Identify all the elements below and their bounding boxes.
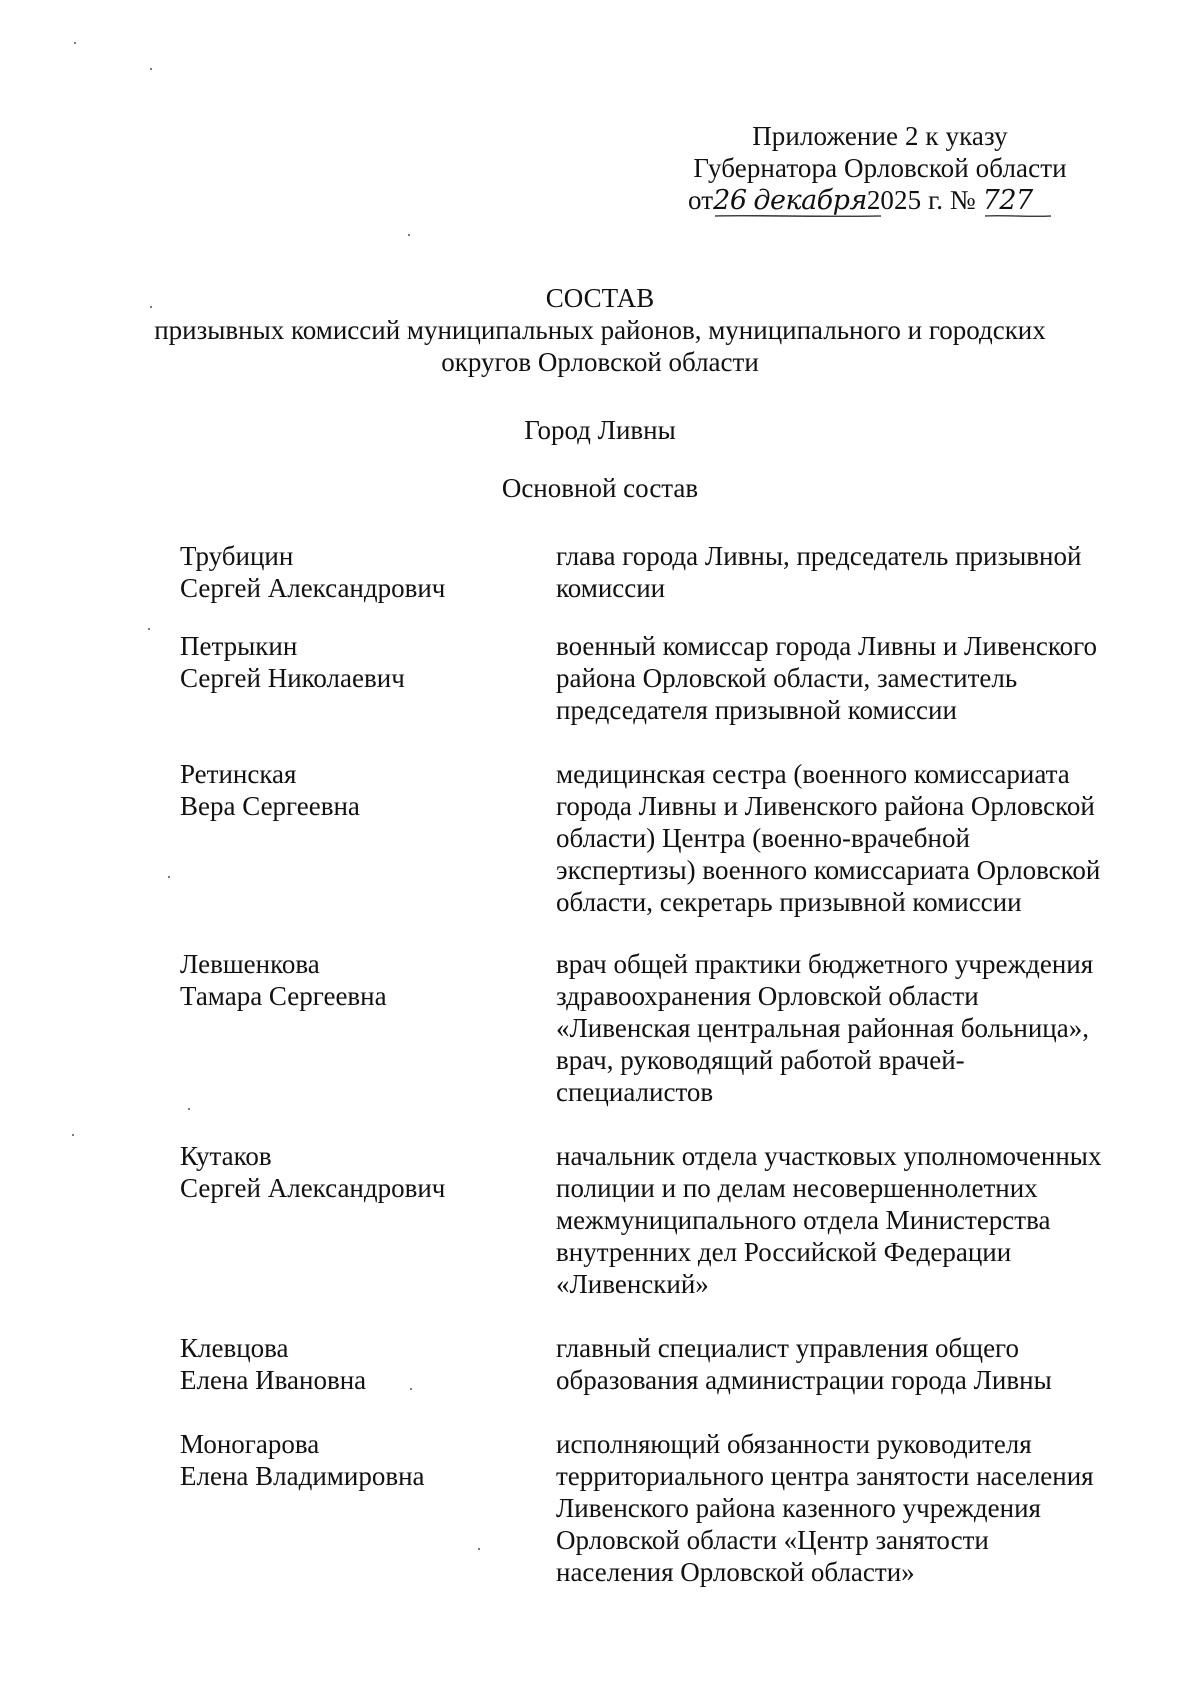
member-given-names: Сергей Александрович [180, 1173, 446, 1203]
section-composition: Основной состав [501, 473, 699, 503]
member-role [556, 1428, 1156, 1588]
member-surname: Петрыкин [180, 631, 298, 661]
member-name [180, 540, 540, 604]
number-underline [983, 213, 1053, 219]
date-month: декабря [753, 185, 867, 216]
scan-speck [148, 628, 150, 630]
date-day: 26 [713, 185, 747, 216]
role-line: внутренних дел Российской Федерации [556, 1237, 1012, 1267]
date-underline [713, 213, 883, 219]
role-line: военный комиссар города Ливны и Ливенского [556, 631, 1097, 661]
member-role [556, 948, 1156, 1108]
role-line: территориального центра занятости населения [556, 1461, 1094, 1491]
document-title: СОСТАВ [545, 283, 655, 313]
role-line: Орловской области «Центр занятости [556, 1525, 989, 1555]
scan-speck [150, 306, 152, 308]
member-role [556, 1332, 1156, 1396]
member-surname: Левшенкова [180, 949, 320, 979]
role-line: главный специалист управления общего [556, 1333, 1019, 1363]
member-name [180, 1332, 540, 1396]
member-given-names: Сергей Николаевич [180, 663, 405, 693]
role-line: области, секретарь призывной комиссии [556, 887, 1022, 917]
role-line: исполняющий обязанности руководителя [556, 1429, 1032, 1459]
scan-speck [410, 1388, 412, 1390]
appendix-date-line [688, 184, 1033, 217]
number-handwritten [983, 184, 1033, 217]
role-line: специалистов [556, 1077, 714, 1107]
member-role [556, 758, 1156, 918]
date-handwritten [713, 184, 867, 217]
role-line: медицинская сестра (военного комиссариата [556, 759, 1070, 789]
member-surname: Моногарова [180, 1429, 320, 1459]
doc-number: 727 [982, 185, 1033, 216]
document-subtitle-line-2: округов Орловской области [441, 347, 759, 377]
role-line: начальник отдела участковых уполномоченных [556, 1141, 1102, 1171]
role-line: города Ливны и Ливенского района Орловской [556, 791, 1095, 821]
role-line: полиции и по делам несовершеннолетних [556, 1173, 1038, 1203]
role-line: комиссии [556, 573, 666, 603]
section-city: Город Ливны [524, 415, 676, 445]
role-line: межмуниципального отдела Министерства [556, 1205, 1051, 1235]
member-given-names: Елена Ивановна [180, 1365, 367, 1395]
member-given-names: Тамара Сергеевна [180, 981, 387, 1011]
member-name [180, 948, 540, 1012]
role-line: образования администрации города Ливны [556, 1365, 1052, 1395]
appendix-line-2: Губернатора Орловской области [693, 153, 1067, 183]
document-subtitle-line-1: призывных комиссий муниципальных районов, муниципального и городских [154, 315, 1046, 345]
member-role [556, 630, 1156, 726]
role-line: экспертизы) военного комиссариата Орловской [556, 855, 1101, 885]
role-line: Ливенского района казенного учреждения [556, 1493, 1041, 1523]
role-line: здравоохранения Орловской области [556, 981, 979, 1011]
member-given-names: Сергей Александрович [180, 573, 446, 603]
role-line: «Ливенский» [556, 1269, 709, 1299]
member-surname: Трубицин [180, 541, 294, 571]
role-line: района Орловской области, заместитель [556, 663, 1018, 693]
scan-speck [168, 876, 170, 878]
scan-speck [478, 1548, 480, 1550]
role-line: врач, руководящий работой врачей- [556, 1045, 965, 1075]
scan-speck [74, 42, 76, 44]
member-name [180, 1140, 540, 1204]
member-name [180, 758, 540, 822]
member-surname: Кутаков [180, 1141, 272, 1171]
role-line: населения Орловской области» [556, 1557, 915, 1587]
scan-speck [150, 68, 152, 70]
role-line: врач общей практики бюджетного учреждения [556, 949, 1094, 979]
role-line: «Ливенская центральная районная больница», [556, 1013, 1089, 1043]
member-surname: Ретинская [180, 759, 297, 789]
role-line: глава города Ливны, председатель призывной [556, 541, 1082, 571]
scan-speck [188, 1108, 190, 1110]
scan-speck [408, 234, 410, 236]
appendix-line-1: Приложение 2 к указу [752, 121, 1008, 151]
scan-speck [72, 1134, 74, 1136]
date-prefix: от [688, 185, 714, 215]
member-given-names: Вера Сергеевна [180, 791, 360, 821]
role-line: председателя призывной комиссии [556, 695, 957, 725]
member-given-names: Елена Владимировна [180, 1461, 425, 1491]
member-role [556, 1140, 1156, 1300]
member-surname: Клевцова [180, 1333, 289, 1363]
member-role [556, 540, 1156, 604]
date-year: 2025 г. № [866, 185, 976, 215]
role-line: области) Центра (военно-врачебной [556, 823, 970, 853]
member-name [180, 1428, 540, 1492]
member-name [180, 630, 540, 694]
